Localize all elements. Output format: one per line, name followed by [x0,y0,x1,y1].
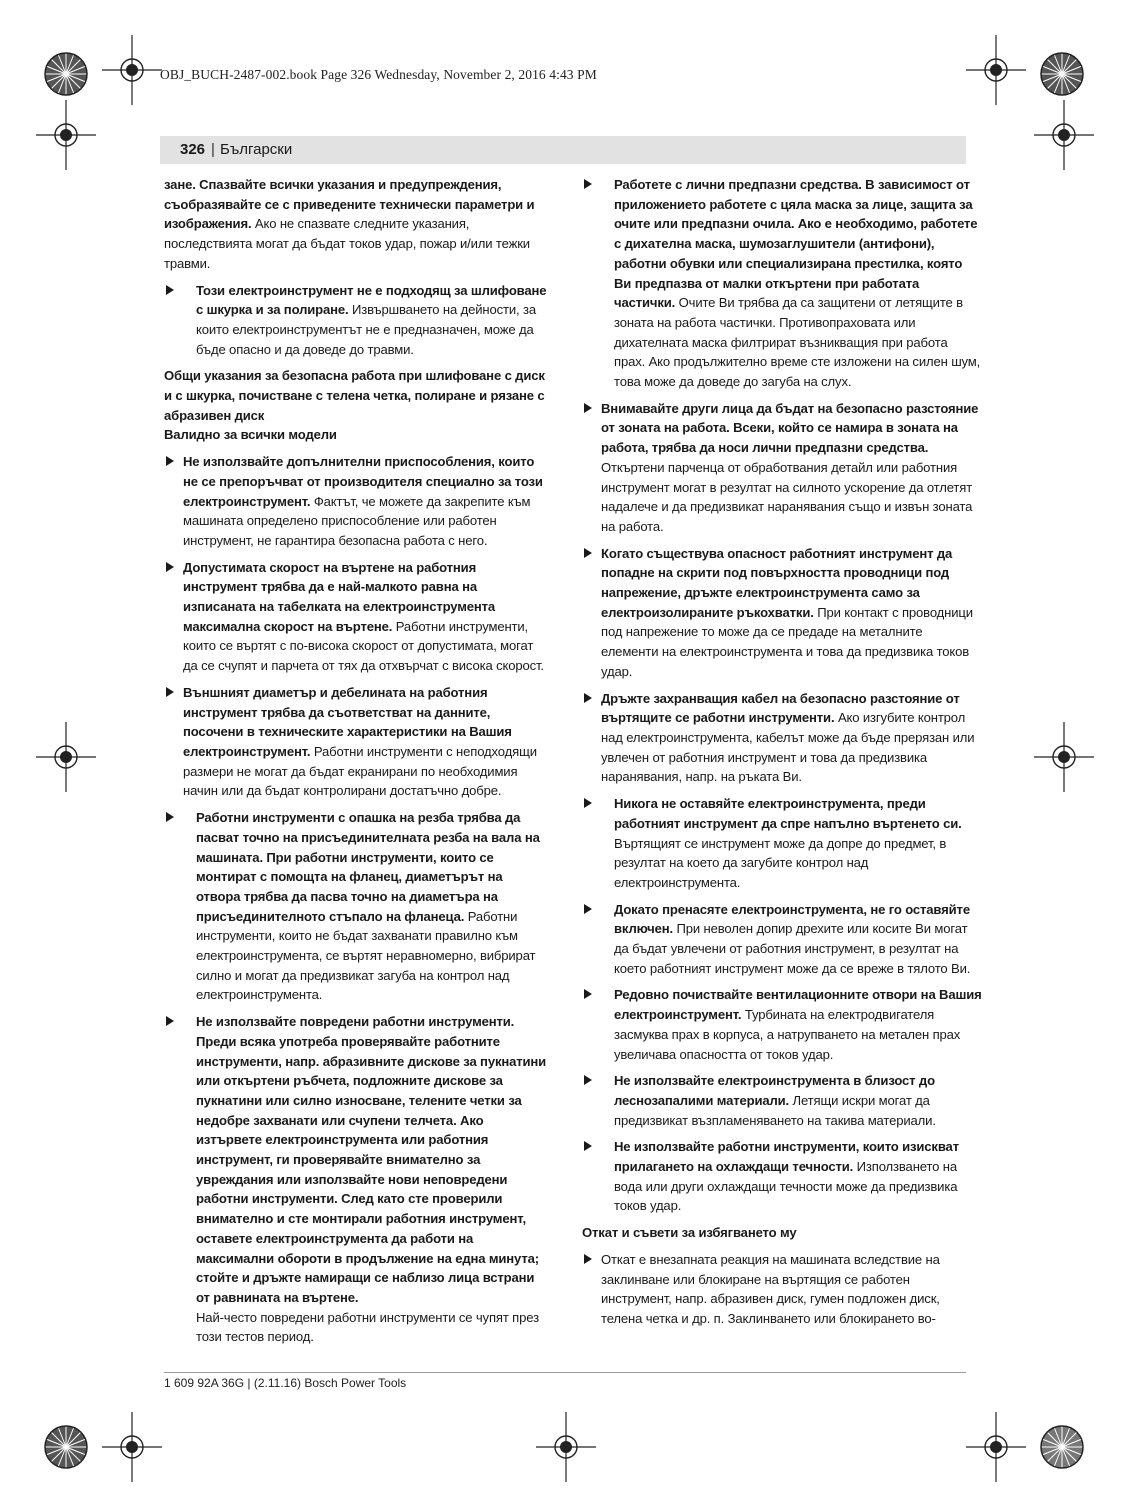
header-language: Български [220,141,293,158]
registration-mark-top-left [102,35,162,105]
bullet-triangle-icon [584,989,592,999]
bullet-triangle-icon [584,904,592,914]
section-heading: Общи указания за безопасна работа при шлифоване с диск и с шкурка, почистване с телена четка, полиране и рязане с абразивен диск Валидно за всички модели [164,366,550,445]
bullet-triangle-icon [584,1141,592,1151]
list-item: Допустимата скорост на въртене на работния инструмент трябва да е най-малкото равна на изписаната на табелката на електроинструмента максимална скорост на въртене. Работни инструменти, които се въртят с по-висока скорост от допустимата, могат да се счупят и парчета от тях да отхвърчат с висока скорост. [164,558,550,676]
list-item: Когато съществува опасност работният инструмент да попадне на скрити под повърхността проводници под напрежение, дръжте електроинструмента само за електроизолираните ръкохватки. При контакт с проводници под напрежение то може да се предаде на металните елементи на електроинструмента и това да предизвика токов удар. [582,544,982,682]
list-item: Дръжте захранващия кабел на безопасно разстояние от въртящите се работни инструменти. Ако изгубите контрол над електроинструмента, кабелът може да бъде прерязан или увлечен от работния инструмент и това да предизвика наранявания, напр. на ръката Ви. [582,689,982,788]
print-slug: OBJ_BUCH-2487-002.book Page 326 Wednesday, November 2, 2016 4:43 PM [160,67,597,82]
registration-mark-bottom-left [102,1412,162,1482]
bullet-triangle-icon [584,403,592,413]
list-item: Внимавайте други лица да бъдат на безопасно разстояние от зоната на работа. Всеки, който се намира в зоната на работа, трябва да носи лични предпазни средства. Откъртени парченца от обработвания детайл или работния инструмент могат в резултат на силното ускорение да отлетят надалече и да предизвикат наранявания също и извън зоната на работа. [582,399,982,537]
page-number: 326 [180,141,206,158]
left-column [164,175,550,1354]
bullet-note: Най-често повредени работни инструменти се чупят през този тестов период. [196,1309,539,1345]
registration-mark-right-upper [1034,100,1094,170]
list-item: Редовно почиствайте вентилационните отвори на Вашия електроинструмент. Турбината на електродвигателя засмуква прах в корпуса, а натрупването на метален прах увеличава опасността от токов удар. [582,985,982,1064]
page-header [160,136,966,164]
list-item: Никога не оставяйте електроинструмента, преди работният инструмент да спре напълно въртенето си. Въртящият се инструмент може да допре до предмет, в резултат на което да загубите контрол над електроинструмента. [582,794,982,893]
registration-mark-left-middle [36,722,96,792]
section-heading: Откат и съвети за избягването му [582,1225,797,1241]
bullet-triangle-icon [166,456,174,466]
star-target-top-left [44,52,88,96]
star-target-top-right [1040,52,1084,96]
registration-mark-top-right [966,35,1026,105]
section-subheading: Валидно за всички модели [164,427,337,443]
registration-mark-left-upper [36,100,96,170]
list-item: Този електроинструмент не е подходящ за шлифоване с шкурка и за полиране. Извършването на дейности, за които електроинструментът не е предназначен, може да бъде опасно и да доведе до травми. [164,281,550,360]
page-footer: 1 609 92A 36G | (2.11.16) Bosch Power Tools [164,1376,407,1390]
registration-mark-right-middle [1034,722,1094,792]
registration-mark-bottom-right [966,1412,1026,1482]
bullet-triangle-icon [584,1075,592,1085]
list-item: Не използвайте допълнителни приспособления, които не се препоръчват от производителя специално за този електроинструмент. Фактът, че можете да закрепите към машината определено приспособление или работен инструмент, не гарантира безопасна работа с него. [164,452,550,551]
bullet-triangle-icon [166,285,174,295]
list-item: Не използвайте работни инструменти, които изискват прилагането на охлаждащи течности. Използването на вода или други охлаждащи течности може да предизвика токов удар. [582,1137,982,1216]
header-separator: | [211,141,215,158]
bullet-triangle-icon [166,562,174,572]
star-target-bottom-left [44,1425,88,1469]
list-item: Не използвайте електроинструмента в близост до леснозапалими материали. Летящи искри могат да предизвикат възпламеняването на такива материали. [582,1071,982,1130]
bullet-triangle-icon [584,179,592,189]
bullet-triangle-icon [584,1254,592,1264]
bullet-triangle-icon [166,812,174,822]
registration-mark-bottom-center [536,1412,596,1482]
footer-rule [164,1372,966,1373]
list-item: Докато пренасяте електроинструмента, не го оставяйте включен. При неволен допир дрехите или косите Ви могат да бъдат увлечени от работния инструмент, в резултат на което работният инструмент може да се вреже в тялото Ви. [582,900,982,979]
list-item: Външният диаметър и дебелината на работния инструмент трябва да съответстват на данните, посочени в техническите характеристики на Вашия електроинструмент. Работни инструменти с неподходящи размери не могат да бъдат екранирани по необходимия начин или да бъдат контролирани достатъчно добре. [164,683,550,801]
right-column [582,175,982,1336]
bullet-triangle-icon [166,687,174,697]
list-item: Откат е внезапната реакция на машината вследствие на заклинване или блокиране на въртящия се работен инструмент, напр. абразивен диск, гумен подложен диск, телена четка и др. п. Заклинването или блокирането во- [582,1250,982,1329]
intro-paragraph: зане. Спазвайте всички указания и предупреждения, съобразявайте се с приведените технически параметри и изображения. Ако не спазвате следните указания, последствията могат да бъдат токов удар, пожар и/или тежки травми. [164,177,535,271]
list-item: Работни инструменти с опашка на резба трябва да пасват точно на присъединителната резба на вала на машината. При работни инструменти, които се монтират с помощта на фланец, диаметърът на отвора трябва да пасва точно на диаметъра на присъединителното стъпало на фланеца. Работни инструменти, които не бъдат захванати правилно към електроинструмента, се въртят неравномерно, вибрират силно и могат да предизвикат загуба на контрол над електроинструмента. [164,808,550,1005]
star-target-bottom-right [1040,1425,1084,1469]
list-item: Не използвайте повредени работни инструменти. Преди всяка употреба проверявайте работните инструменти, напр. абразивните дискове за пукнатини или откъртени ръбчета, подложните дискове за пукнатини или силно износване, телените четки за недобре захванати или счупени телчета. Ако изтървете електроинструмента или работния инструмент, ги проверявайте внимателно за увреждания или използвайте нови неповредени работни инструменти. След като сте проверили внимателно и сте монтирали работния инструмент, оставете електроинструмента да работи на максимални обороти в продължение на една минута; стойте и дръжте намиращи се наблизо лица встрани от равнината на въртене. Най-често повредени работни инструменти се чупят през този тестов период. [164,1012,550,1347]
bullet-triangle-icon [166,1016,174,1026]
bullet-triangle-icon [584,693,592,703]
list-item: Работете с лични предпазни средства. В зависимост от приложението работете с цяла маска за лице, защита за очите или предпазни очила. Ако е необходимо, работете с дихателна маска, шумозаглушители (антифони), работни обувки или специализирана престилка, която Ви предпазва от малки откъртени при работата частички. Очите Ви трябва да са защитени от летящите в зоната на работа частички. Противопраховата или дихателната маска филтрират възникващия при работа прах. Ако продължително време сте изложени на силен шум, това може да доведе до загуба на слух. [582,175,982,392]
bullet-triangle-icon [584,548,592,558]
bullet-triangle-icon [584,798,592,808]
